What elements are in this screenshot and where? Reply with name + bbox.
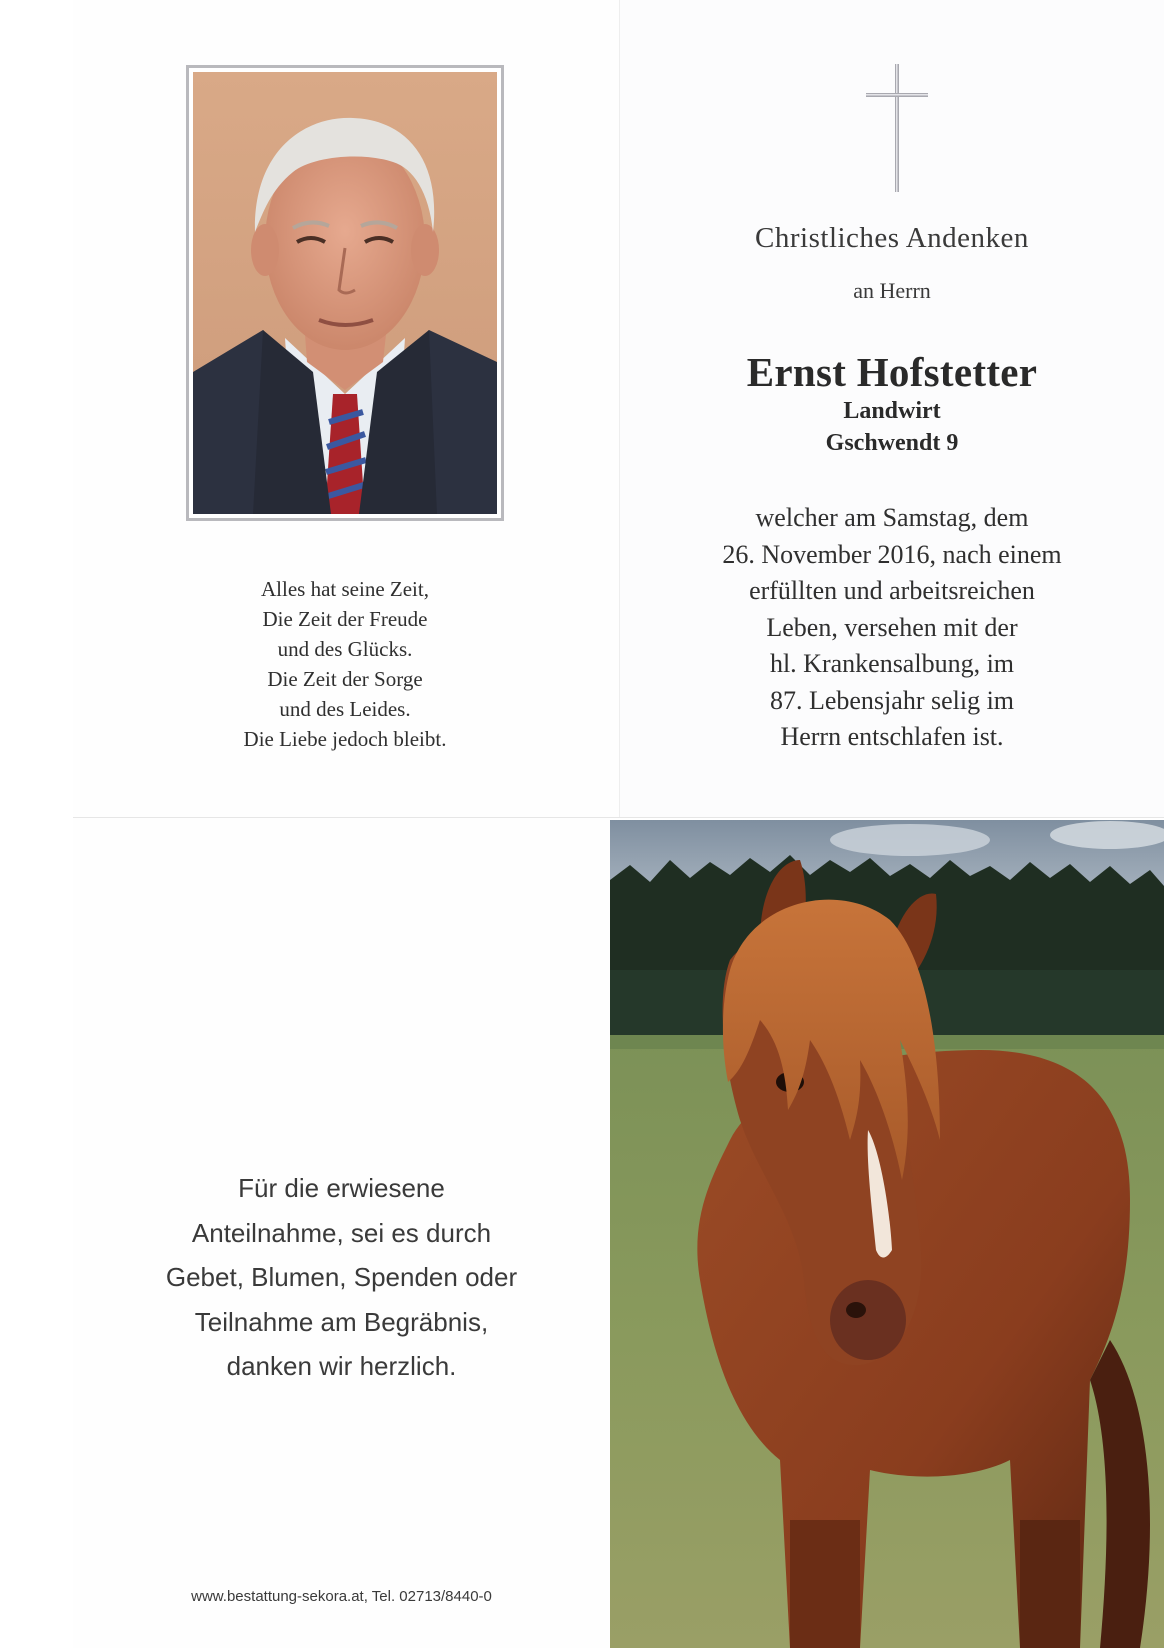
deceased-occupation: Landwirt	[843, 398, 941, 424]
portrait-image	[193, 72, 497, 514]
poem	[186, 574, 504, 754]
death-notice-line: Herrn entschlafen ist.	[780, 722, 1004, 751]
thank-you-line: Anteilnahme, sei es durch	[191, 1217, 492, 1248]
thank-you-line: Gebet, Blumen, Spenden oder	[165, 1262, 518, 1292]
horse-photo	[610, 820, 1164, 1648]
poem-line: und des Glücks.	[277, 637, 413, 661]
thank-you-line: Für die erwiesene	[238, 1173, 445, 1203]
poem-line: Die Zeit der Sorge	[267, 667, 423, 691]
memorial-heading: Christliches Andenken	[755, 222, 1029, 254]
death-notice-line: welcher am Samstag, dem	[755, 503, 1029, 532]
memorial-subheading: an Herrn	[853, 278, 931, 303]
poem-line: Alles hat seine Zeit,	[261, 577, 429, 601]
fold-line-horizontal	[73, 817, 1164, 818]
death-notice	[620, 500, 1164, 756]
poem-line: und des Leides.	[279, 697, 411, 721]
thank-you-line: danken wir herzlich.	[226, 1351, 457, 1381]
death-notice-line: 87. Lebensjahr selig im	[769, 685, 1015, 715]
thank-you-message	[73, 1166, 610, 1389]
cross-icon	[866, 64, 928, 192]
deceased-address: Gschwendt 9	[825, 430, 959, 456]
death-notice-line: 26. November 2016, nach einem	[722, 539, 1062, 569]
poem-line: Die Zeit der Freude	[262, 607, 428, 631]
poem-line: Die Liebe jedoch bleibt.	[243, 727, 447, 751]
funeral-home-contact: www.bestattung-sekora.at, Tel. 02713/8440-0	[191, 1588, 492, 1605]
horse-image	[610, 820, 1164, 1648]
deceased-name: Ernst Hofstetter	[746, 349, 1038, 395]
death-notice-line: hl. Krankensalbung, im	[769, 649, 1015, 678]
death-notice-line: erfüllten und arbeitsreichen	[749, 576, 1035, 605]
death-notice-line: Leben, versehen mit der	[766, 612, 1018, 642]
portrait-photo	[186, 65, 504, 521]
thank-you-line: Teilnahme am Begräbnis,	[194, 1306, 489, 1337]
